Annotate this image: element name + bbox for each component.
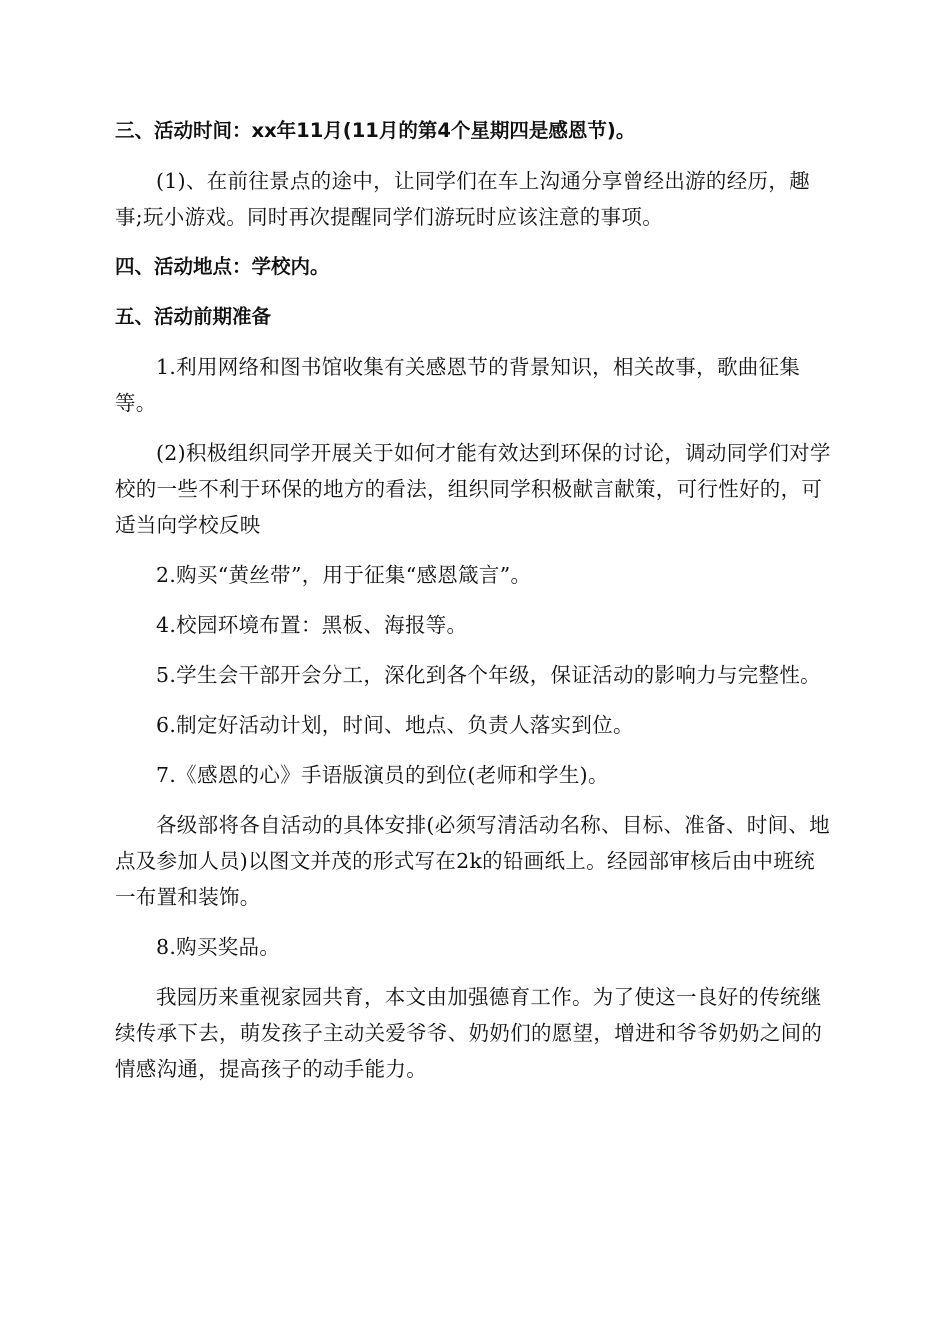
paragraph-yellow-ribbon: 2.购买“黄丝带”，用于征集“感恩箴言”。 xyxy=(156,563,532,587)
document-body xyxy=(115,113,835,1101)
section-heading-activity-time: 三、活动时间：xx年11月(11月的第4个星期四是感恩节)。 xyxy=(115,119,636,142)
paragraph-collect-knowledge: 1.利用网络和图书馆收集有关感恩节的背景知识，相关故事，歌曲征集等。 xyxy=(115,355,801,415)
paragraph-buy-prizes: 8.购买奖品。 xyxy=(156,935,281,959)
section-heading-preparation: 五、活动前期准备 xyxy=(115,305,272,328)
paragraph-student-union: 5.学生会干部开会分工，深化到各个年级，保证活动的影响力与完整性。 xyxy=(156,663,821,687)
paragraph-travel-sharing: (1)、在前往景点的途中，让同学们在车上沟通分享曾经出游的经历，趣事;玩小游戏。同时再次提醒同学们游玩时应该注意的事项。 xyxy=(115,169,810,229)
paragraph-campus-decoration: 4.校园环境布置：黑板、海报等。 xyxy=(156,613,468,637)
paragraph-sign-language: 7.《感恩的心》手语版演员的到位(老师和学生)。 xyxy=(156,763,609,787)
paragraph-environment-discussion: (2)积极组织同学开展关于如何才能有效达到环保的讨论，调动同学们对学校的一些不利于环保的地方的看法，组织同学积极献言献策，可行性好的，可适当向学校反映 xyxy=(115,441,831,537)
section-heading-activity-location: 四、活动地点：学校内。 xyxy=(115,255,330,278)
paragraph-home-school: 我园历来重视家园共育，本文由加强德育工作。为了使这一良好的传统继续传承下去，萌发孩子主动关爱爷爷、奶奶们的愿望，增进和爷爷奶奶之间的情感沟通，提高孩子的动手能力。 xyxy=(115,985,823,1081)
paragraph-activity-plan: 6.制定好活动计划，时间、地点、负责人落实到位。 xyxy=(156,713,634,737)
paragraph-department-arrangement: 各级部将各自活动的具体安排(必须写清活动名称、目标、准备、时间、地点及参加人员)以图文并茂的形式写在2k的铅画纸上。经园部审核后由中班统一布置和装饰。 xyxy=(115,813,830,909)
